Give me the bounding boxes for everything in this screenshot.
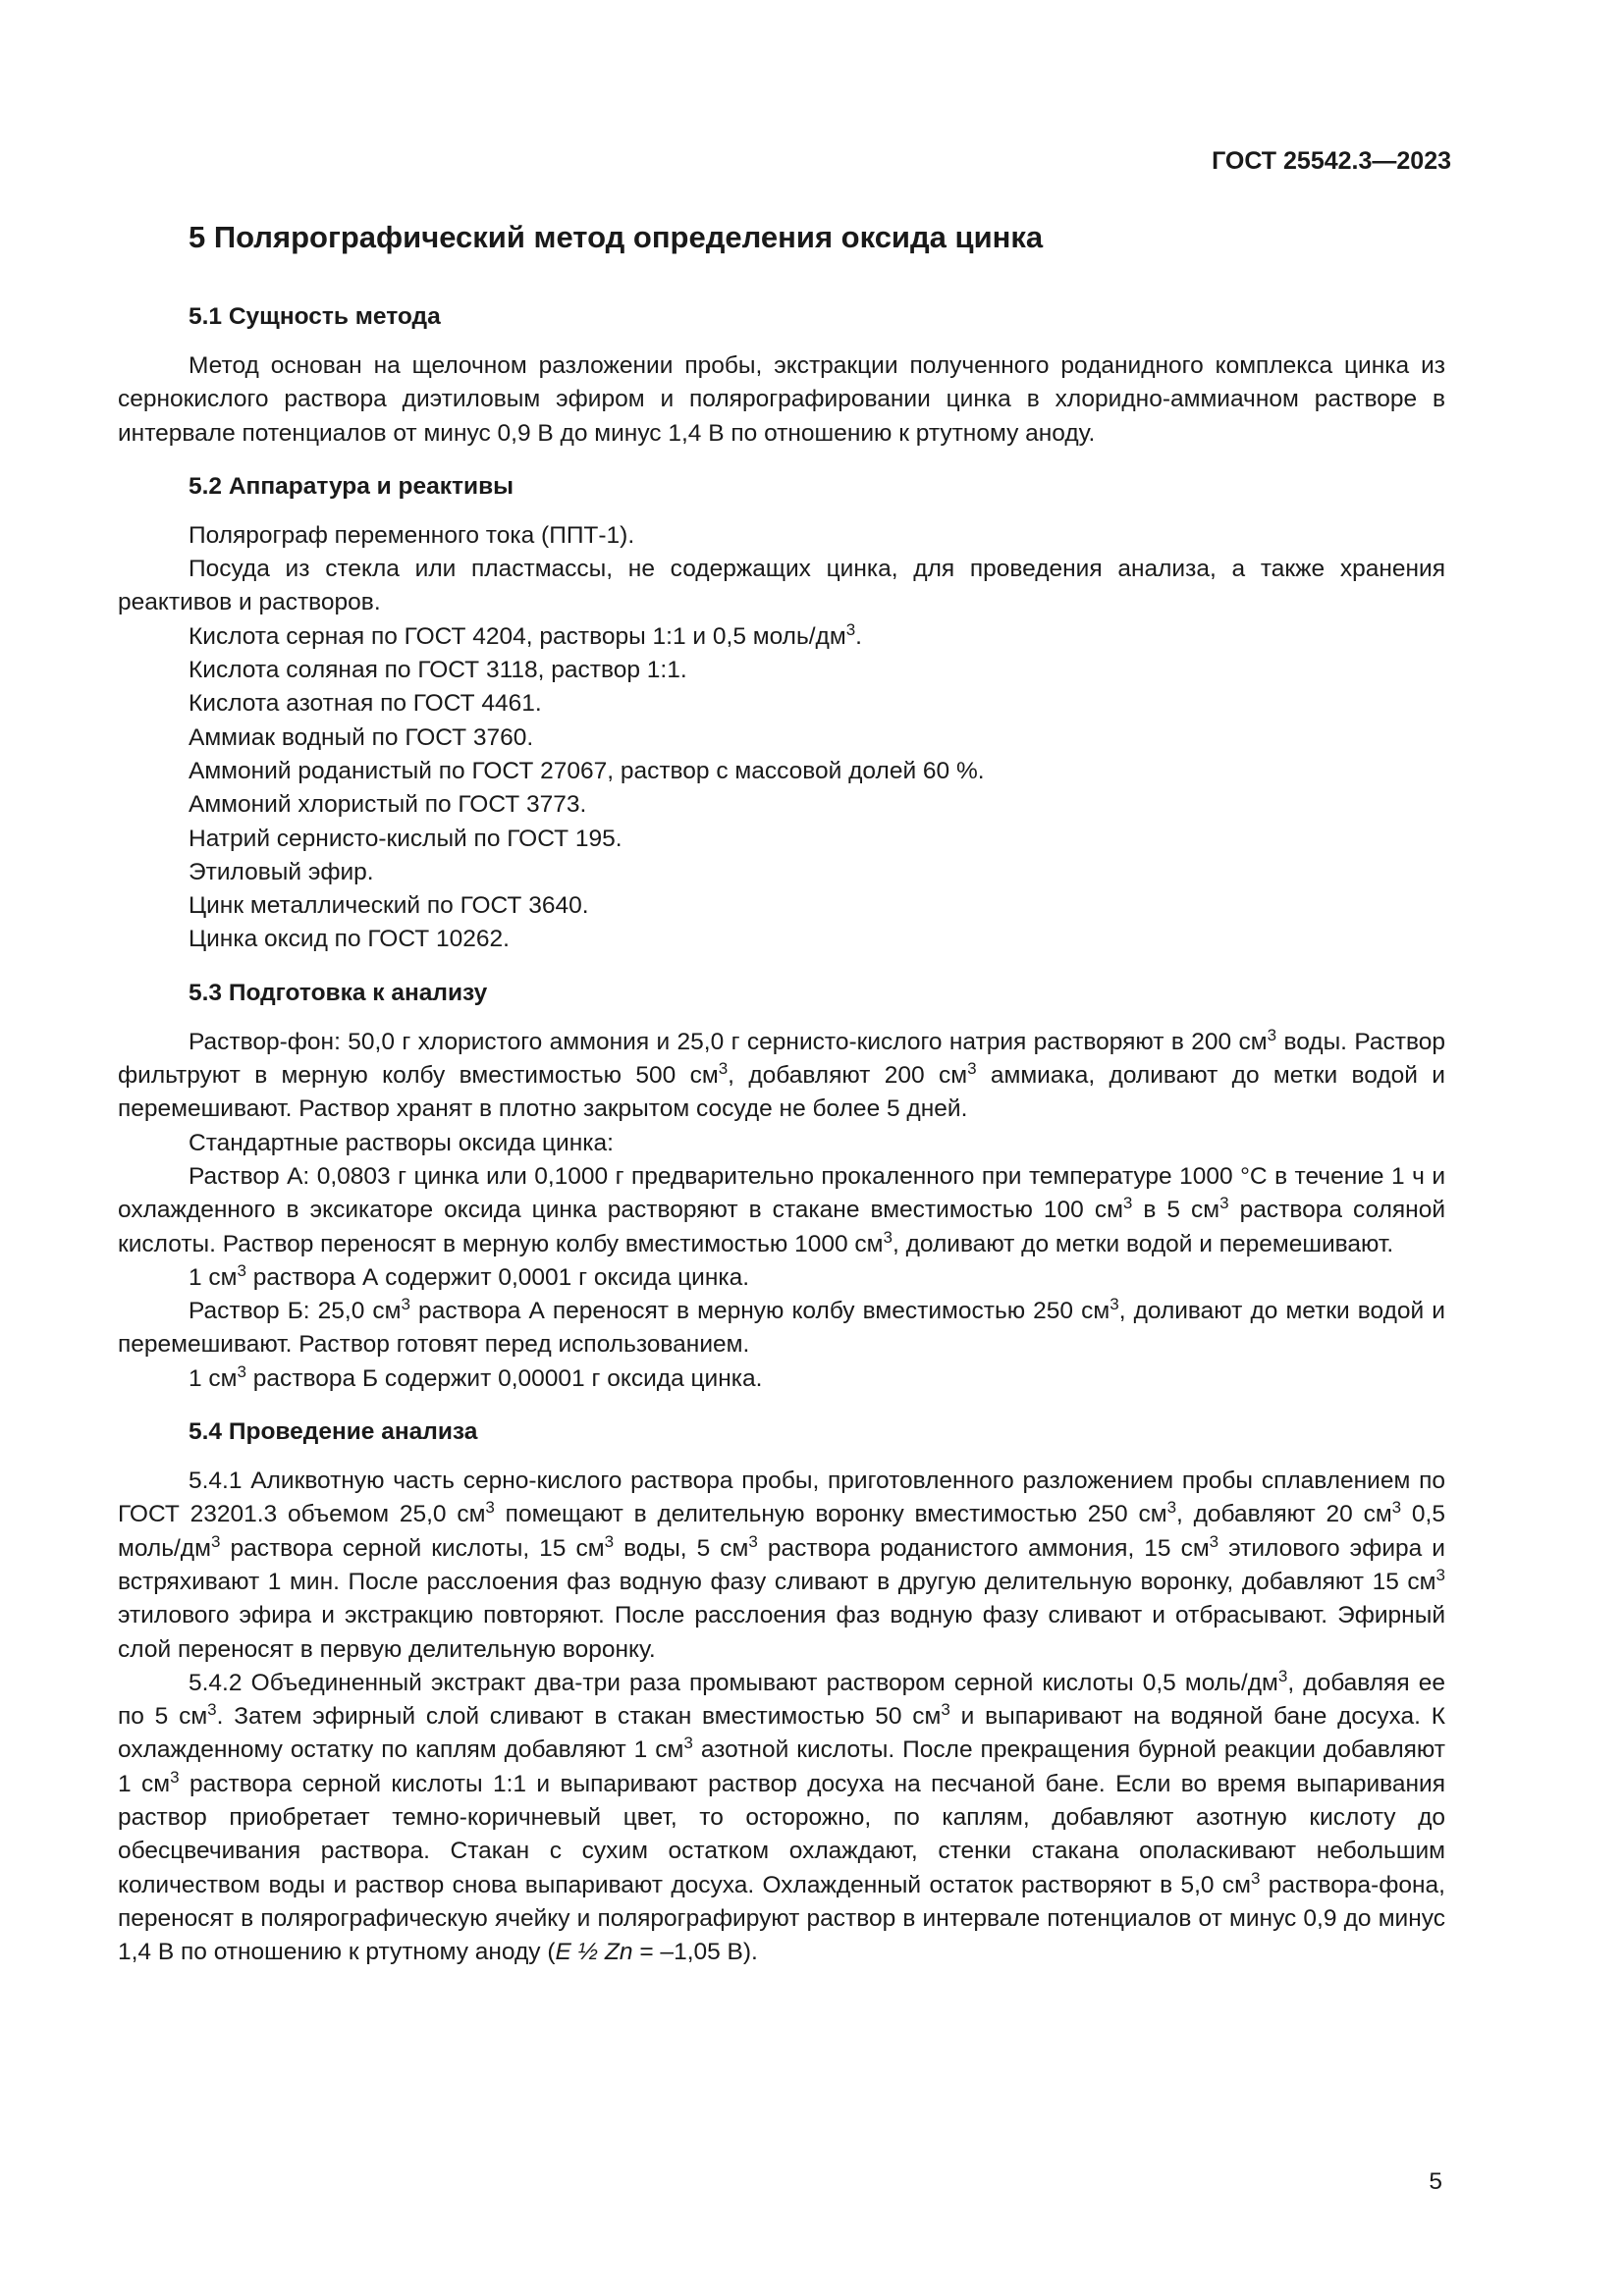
paragraph: Раствор Б: 25,0 $см^3$ раствора А переносят в мерную колбу вместимостью 250 $см^3$, доливают до метки водой и перемешивают. Раствор готовят перед использованием. [118, 1295, 1445, 1359]
paragraph: Раствор-фон: 50,0 г хлористого аммония и 25,0 г сернисто-кислого натрия растворяют в 200 $см^3$ воды. Раствор фильтруют в мерную колбу вместимостью 500 $см^3$, добавляют 200 $см^3$ аммиака, доливают до метки водой и перемешивают. Раствор хранят в плотно закрытом сосуде не более 5 дней. [118, 1025, 1445, 1123]
page-number: 5 [1429, 2168, 1442, 2195]
paragraph: 1 $см^3$ раствора А содержит 0,0001 г оксида цинка. [189, 1260, 750, 1291]
document-code: ГОСТ 25542.3—2023 [1212, 147, 1451, 175]
subsection-title-5-3: 5.3 Подготовка к анализу [189, 979, 488, 1006]
paragraph-5-1: Метод основан на щелочном разложении пробы, экстракции полученного роданидного комплекса цинка из сернокислого раствора диэтиловым эфиром и полярографировании цинка в хлоридно-аммиачном растворе в интервале потенциалов от минус 0,9 В до минус 1,4 В по отношению к ртутному аноду. [118, 352, 1445, 447]
list-item: Полярограф переменного тока (ППТ-1). [189, 521, 635, 549]
list-item: Кислота азотная по ГОСТ 4461. [189, 690, 542, 718]
list-item: Аммиак водный по ГОСТ 3760. [189, 723, 534, 751]
list-item: Этиловый эфир. [189, 858, 374, 885]
subsection-title-5-1: 5.1 Сущность метода [189, 303, 441, 330]
paragraph: Раствор А: 0,0803 г цинка или 0,1000 г предварительно прокаленного при температуре 1000 °С в течение 1 ч и охлажденного в эксикаторе оксида цинка растворяют в стакане вместимостью 100 $см^3$ в 5 $см^3$ раствора соляной кислоты. Раствор переносят в мерную колбу вместимостью 1000 $см^3$, доливают до метки водой и перемешивают. [118, 1162, 1445, 1257]
list-item: Кислота серная по ГОСТ 4204, растворы 1:1 и 0,5 моль/$дм^3$. [189, 619, 862, 650]
subsection-title-5-2: 5.2 Аппаратура и реактивы [189, 472, 514, 500]
paragraph: Стандартные растворы оксида цинка: [189, 1129, 614, 1156]
list-item: Аммоний хлористый по ГОСТ 3773. [189, 791, 587, 819]
list-item: Цинк металлический по ГОСТ 3640. [189, 892, 589, 920]
list-item: Натрий сернисто-кислый по ГОСТ 195. [189, 825, 623, 852]
list-item: Цинка оксид по ГОСТ 10262. [189, 926, 510, 953]
page-content [118, 218, 1445, 1969]
paragraph: 1 $см^3$ раствора Б содержит 0,00001 г оксида цинка. [189, 1362, 763, 1392]
list-item: Посуда из стекла или пластмассы, не содержащих цинка, для проведения анализа, а также хранения реактивов и растворов. [118, 556, 1445, 616]
list-item: Аммоний роданистый по ГОСТ 27067, раствор с массовой долей 60 %. [189, 757, 985, 784]
paragraph-5-4-2: 5.4.2 Объединенный экстракт два-три раза промывают раствором серной кислоты 0,5 моль/$дм^3$, добавляя ее по 5 $см^3$. Затем эфирный слой сливают в стакан вместимостью 50 $см^3$ и выпаривают на водяной бане досуха. К охлажденному остатку по каплям добавляют 1 $см^3$ азотной кислоты. После прекращения бурной реакции добавляют 1 $см^3$ раствора серной кислоты 1:1 и выпаривают раствор досуха на песчаной бане. Если во время выпаривания раствор приобретает темно-коричневый цвет, то осторожно, по каплям, добавляют азотную кислоту до обесцвечивания раствора. Стакан с сухим остатком охлаждают, стенки стакана ополаскивают небольшим количеством воды и раствор снова выпаривают досуха. Охлажденный остаток растворяют в 5,0 $см^3$ раствора-фона, переносят в полярографическую ячейку и полярографируют раствор в интервале потенциалов от минус 0,9 до минус 1,4 В по отношению к ртутному аноду (E ½ Zn = –1,05 В). [118, 1666, 1445, 1966]
section-title: 5 Полярографический метод определения оксида цинка [189, 220, 1044, 254]
list-item: Кислота соляная по ГОСТ 3118, раствор 1:1. [189, 657, 687, 684]
paragraph-5-4-1: 5.4.1 Аликвотную часть серно-кислого раствора пробы, приготовленного разложением пробы сплавлением по ГОСТ 23201.3 объемом 25,0 $см^3$ помещают в делительную воронку вместимостью 250 $см^3$, добавляют 20 $см^3$ 0,5 моль/$дм^3$ раствора серной кислоты, 15 $см^3$ воды, 5 $см^3$ раствора роданистого аммония, 15 $см^3$ этилового эфира и встряхивают 1 мин. После расслоения фаз водную фазу сливают в другую делительную воронку, добавляют 15 $см^3$ этилового эфира и экстракцию повторяют. После расслоения фаз водную фазу сливают и отбрасывают. Эфирный слой переносят в первую делительную воронку. [118, 1468, 1445, 1663]
subsection-title-5-4: 5.4 Проведение анализа [189, 1418, 478, 1446]
